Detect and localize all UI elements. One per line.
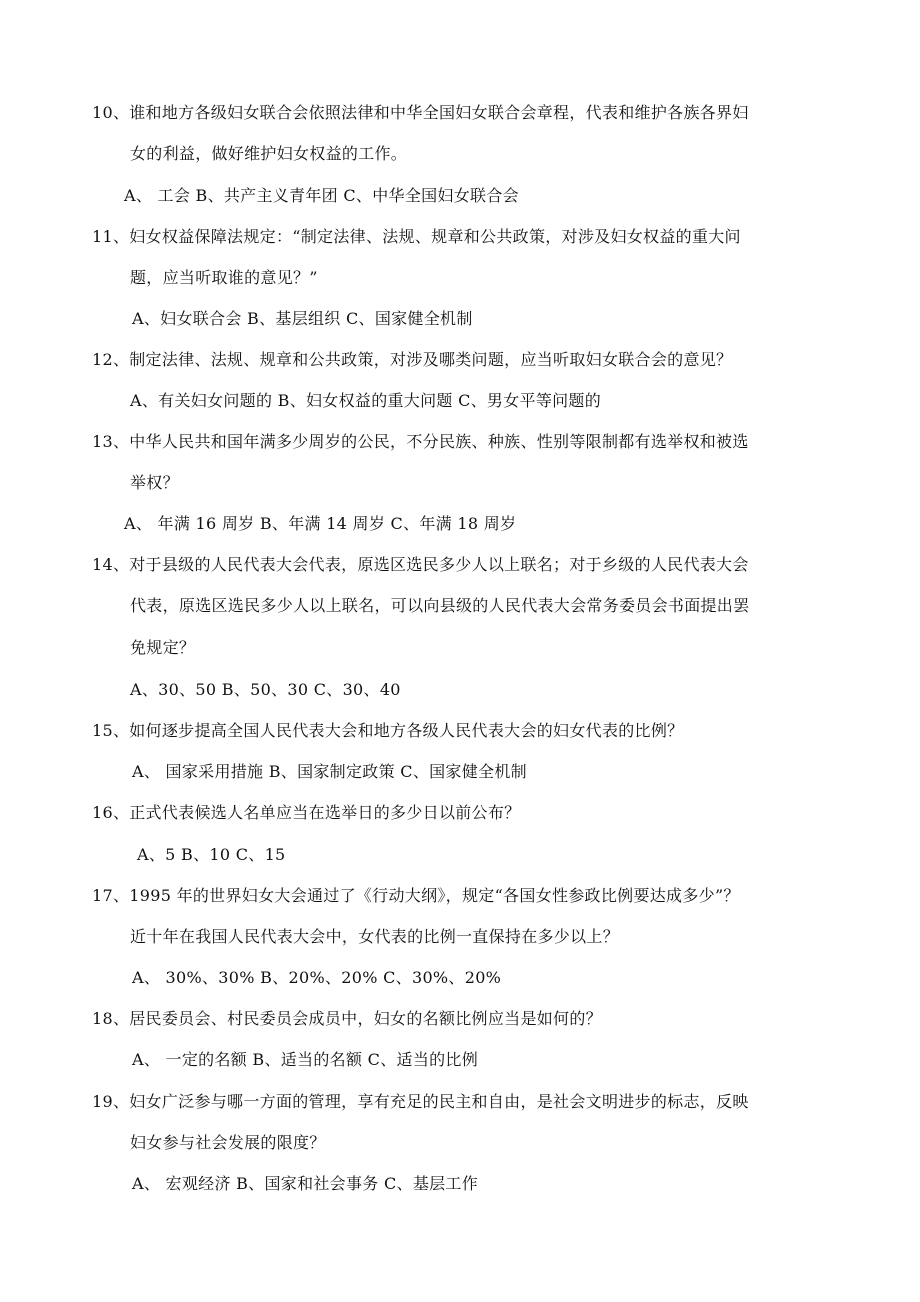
q16-line-1: 16、正式代表候选人名单应当在选举日的多少日以前公布？: [92, 803, 521, 822]
q10-line-1: 10、谁和地方各级妇女联合会依照法律和中华全国妇女联合会章程，代表和维护各族各界妇: [92, 103, 749, 122]
q16-options: A、5 B、10 C、15: [137, 845, 286, 864]
q14-line-2: 代表，原选区选民多少人以上联名，可以向县级的人民代表大会常务委员会书面提出罢: [130, 596, 750, 615]
q13-options: A、 年满 16 周岁 B、年满 14 周岁 C、年满 18 周岁: [124, 514, 517, 533]
q13-line-2: 举权？: [130, 473, 179, 492]
q18-options: A、 一定的名额 B、适当的名额 C、适当的比例: [132, 1050, 479, 1069]
q19-options: A、 宏观经济 B、国家和社会事务 C、基层工作: [132, 1174, 479, 1193]
q17-line-1: 17、1995 年的世界妇女大会通过了《行动大纲》，规定“各国女性参政比例要达成多少”？: [92, 886, 740, 905]
q19-line-1: 19、妇女广泛参与哪一方面的管理，享有充足的民主和自由，是社会文明进步的标志，反映: [92, 1092, 749, 1111]
q19-line-2: 妇女参与社会发展的限度？: [130, 1133, 326, 1152]
q15-line-1: 15、如何逐步提高全国人民代表大会和地方各级人民代表大会的妇女代表的比例？: [92, 721, 684, 740]
q11-line-1: 11、妇女权益保障法规定：“制定法律、法规、规章和公共政策，对涉及妇女权益的重大问: [92, 227, 741, 246]
q10-options: A、 工会 B、共产主义青年团 C、中华全国妇女联合会: [124, 186, 519, 205]
q12-options: A、有关妇女问题的 B、妇女权益的重大问题 C、男女平等问题的: [130, 391, 602, 410]
q13-line-1: 13、中华人民共和国年满多少周岁的公民，不分民族、种族、性别等限制都有选举权和被选: [92, 432, 749, 451]
q14-options: A、30、50 B、50、30 C、30、40: [130, 680, 401, 699]
q10-line-2: 女的利益，做好维护妇女权益的工作。: [130, 144, 408, 163]
q18-line-1: 18、居民委员会、村民委员会成员中，妇女的名额比例应当是如何的？: [92, 1009, 602, 1028]
q15-options: A、 国家采用措施 B、国家制定政策 C、国家健全机制: [132, 762, 527, 781]
q14-line-3: 免规定？: [130, 638, 196, 657]
q17-options: A、 30%、30% B、20%、20% C、30%、20%: [132, 968, 502, 987]
q11-options: A、妇女联合会 B、基层组织 C、国家健全机制: [132, 309, 473, 328]
q11-line-2: 题，应当听取谁的意见？”: [130, 268, 318, 287]
q14-line-1: 14、对于县级的人民代表大会代表，原选区选民多少人以上联名；对于乡级的人民代表大会: [92, 555, 749, 574]
q12-line-1: 12、制定法律、法规、规章和公共政策，对涉及哪类问题，应当听取妇女联合会的意见？: [92, 350, 733, 369]
q17-line-2: 近十年在我国人民代表大会中，女代表的比例一直保持在多少以上？: [130, 927, 620, 946]
